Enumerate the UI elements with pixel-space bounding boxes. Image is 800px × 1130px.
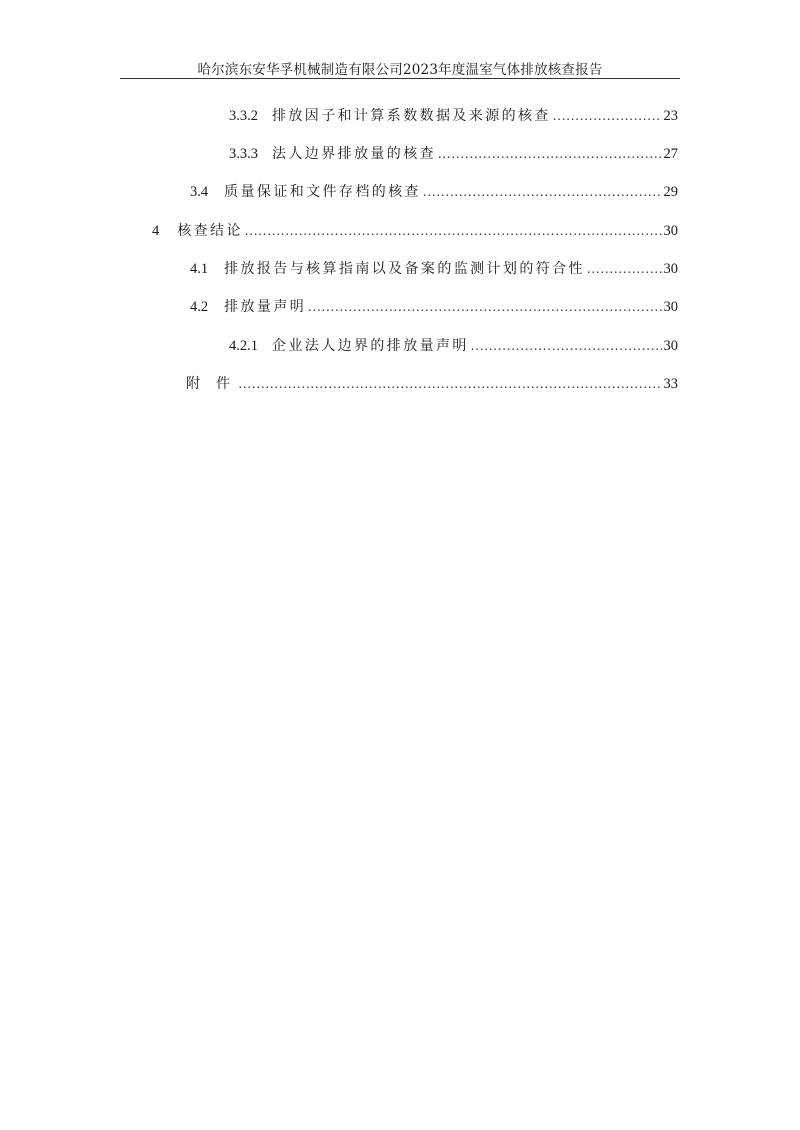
toc-entry-page: 29 <box>663 184 678 200</box>
toc-dot-leader <box>423 182 662 204</box>
toc-dot-leader <box>471 336 662 358</box>
toc-entry-3-4[interactable] <box>190 181 678 203</box>
toc-entry-page: 30 <box>663 261 678 277</box>
toc-entry-page: 30 <box>663 223 678 239</box>
toc-entry-number: 4 <box>152 223 160 239</box>
toc-entry-title: 质量保证和文件存档的核查 <box>224 184 421 200</box>
toc-entry-4[interactable] <box>152 220 678 242</box>
toc-entry-page: 30 <box>663 299 678 315</box>
toc-entry-title: 法人边界排放量的核查 <box>272 146 436 162</box>
toc-entry-title: 排放量声明 <box>224 299 307 315</box>
toc-entry-number: 3.3.2 <box>229 108 258 124</box>
toc-entry-page: 30 <box>663 338 678 354</box>
toc-entry-title: 排放报告与核算指南以及备案的监测计划的符合性 <box>224 261 585 277</box>
toc-entry-title: 企业法人边界的排放量声明 <box>272 338 469 354</box>
toc-entry-3-3-2[interactable] <box>229 105 678 127</box>
toc-entry-page: 33 <box>663 376 678 392</box>
toc-entry-appendix[interactable] <box>186 373 678 395</box>
toc-dot-leader <box>245 221 662 243</box>
toc-dot-leader <box>438 144 662 166</box>
toc-entry-title: 核查结论 <box>177 223 243 239</box>
toc-dot-leader <box>308 297 661 319</box>
toc-entry-number: 4.2.1 <box>229 338 258 354</box>
toc-entry-4-2[interactable] <box>190 296 678 318</box>
toc-entry-page: 27 <box>663 146 678 162</box>
toc-entry-number: 4.2 <box>190 299 209 315</box>
toc-entry-number: 3.3.3 <box>229 146 258 162</box>
toc-entry-4-2-1[interactable] <box>229 335 678 357</box>
toc-entry-number: 4.1 <box>190 261 209 277</box>
page-header: 哈尔滨东安华孚机械制造有限公司2023年度温室气体排放核查报告 <box>197 62 603 78</box>
toc-entry-page: 23 <box>663 108 678 124</box>
toc-entry-title: 排放因子和计算系数数据及来源的核查 <box>272 108 551 124</box>
toc-dot-leader <box>553 106 662 128</box>
toc-entry-title: 附 件 <box>186 376 233 392</box>
toc-dot-leader <box>239 374 662 396</box>
toc-entry-number: 3.4 <box>190 184 209 200</box>
toc-dot-leader <box>587 259 662 281</box>
toc-entry-3-3-3[interactable] <box>229 143 678 165</box>
toc-entry-4-1[interactable] <box>190 258 678 280</box>
